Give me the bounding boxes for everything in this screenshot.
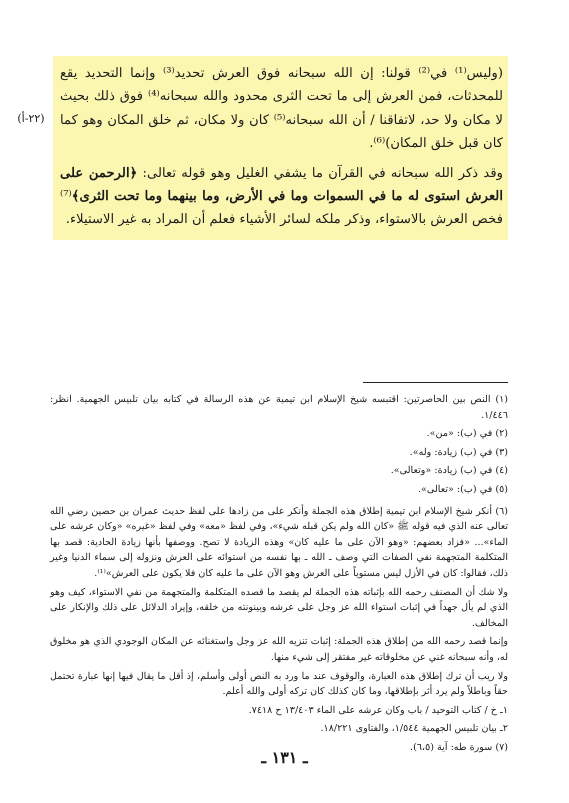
footnote: (٣) في (ب) زيادة: وله». — [409, 446, 508, 458]
footnote-subref: ٢ـ بيان تلبيس الجهمية ١/٥٤٤، والفتاوى ١٨/٢٢١. — [320, 723, 508, 735]
margin-manuscript-ref: (٢٢-أ) — [17, 112, 45, 125]
footnote-subref: ١ـ خ / كتاب التوحيد / باب وكان عرشه على الماء ١٣/٤٠٣ ح ٧٤١٨. — [248, 704, 508, 716]
paragraph-2-intro: وقد ذكر الله سبحانه في القرآن ما يشفي الغليل وهو قوله تعالى: — [137, 165, 503, 181]
paragraph-2 — [60, 162, 503, 232]
footnote: (٤) في (ب) زيادة: «وتعالى». — [390, 465, 508, 477]
page-number: ـ ١٣١ ـ — [261, 748, 308, 767]
footnote: (٦) أنكر شيخ الإسلام ابن تيمية إطلاق هذه الجملة وأنكر على من زادها على لفظ حديث عمران بن حصين رضي الله تعالى عنه الذي فيه قوله ﷺ «كان الله ولم يكن قبله شيء»، وفي لفظ «معه» وفي لفظ «غيره» «وكان عرشه على الماء»... «فزاد بعضهم: «وهو الآن على ما عليه كان» وهذه الزيادة لا تصح. ووصفها بأنها زيادة الحادية: قصد بها المتكلمة المتجهمة نفي الصفات التي وصف ـ الله ـ بها نفسه من استوائه على العرش ونزوله إلى سماء الدنيا وغير ذلك، فقالوا: كان في الأزل ليس مستوياً على العرش وهو الآن على ما عليه كان فلا يكون على العرش»⁽¹⁾. — [50, 505, 508, 579]
main-text — [60, 62, 503, 232]
paragraph-2-end: ⁽⁷⁾ فخص العرش بالاستواء، وذكر ملكه لسائر الأشياء فعلم أن المراد به غير الاستيلاء. — [60, 189, 503, 228]
quran-verse: ﴿الرحمن على العرش استوى له ما في السموات وما في الأرض، وما بينهما وما تحت الثرى﴾ — [60, 165, 503, 205]
footnote: (٢) في (ب): «من». — [426, 428, 508, 440]
footnotes — [50, 392, 508, 758]
footnote-paragraph: ولا شك أن المصنف رحمه الله بإثباته هذه الجملة لم يقصد ما قصده المتكلمة والمتجهمة من نفي الاستواء، كيف وهو الذي لم يأل جهداً في إثبات استواء الله عز وجل على عرشه وبينونته من خلقه، وإيراد الدلائل على ذلك والإنكار على المخالف. — [50, 586, 508, 629]
footnote: (١) النص بين الحاصرتين: اقتبسه شيخ الإسلام ابن تيمية عن هذه الرسالة في كتابه بيان تلبيس الجهمية. انظر: ١/٤٤٦. — [50, 394, 508, 421]
footnote-paragraph: وإنما قصد رحمه الله من إطلاق هذه الجملة: إثبات تنزيه الله عز وجل واستغنائه عن المكان الوجودي الذي هو مخلوق له، وأنه سبحانه غني عن مخلوقاته غير مفتقر إلى شيء منها. — [50, 636, 508, 663]
footnote-separator — [363, 382, 508, 383]
footnote: (٧) سورة طه: آية (٦،٥). — [410, 741, 508, 753]
footnote-paragraph: ولا ريب أن ترك إطلاق هذه العبارة، والوقوف عند ما ورد به النص أولى وأسلم، إذ أقل ما يقال فيها إنها عبارة تحتمل حقاً وباطلاً ولم يرد أثر بإطلاقها، وما كان كذلك كان تركه أولى والله أعلم. — [50, 670, 508, 698]
paragraph-1: (وليس⁽¹⁾ في⁽²⁾ قولنا: إن الله سبحانه فوق العرش تحديد⁽³⁾ وإنما التحديد يقع للمحدثات، فمن العرش إلى ما تحت الثرى محدود والله سبحانه⁽⁴⁾ فوق ذلك بحيث لا مكان ولا حد، لاتفاقنا / أن الله سبحانه⁽⁵⁾ كان ولا مكان، ثم خلق المكان وهو كما كان قبل خلق المكان)⁽⁶⁾. — [60, 66, 504, 152]
footnote: (٥) في (ب): «تعالى». — [417, 483, 508, 495]
